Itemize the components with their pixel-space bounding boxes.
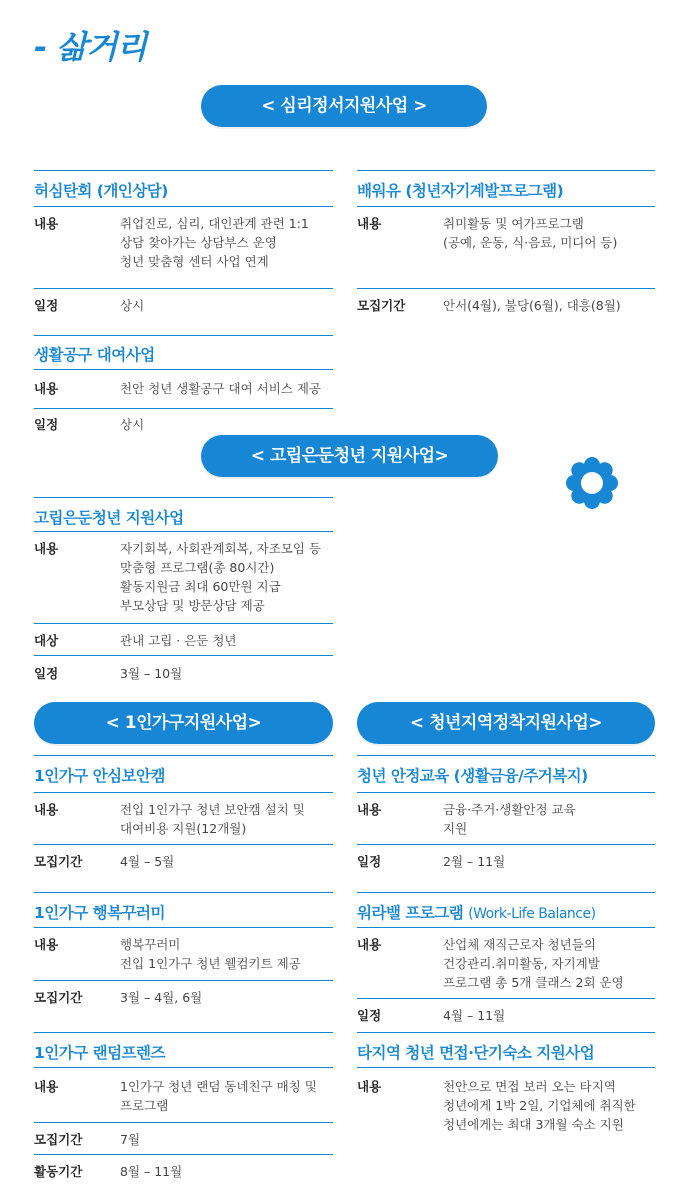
content-label: 내용 [357,937,382,952]
content-value: 1인가구 청년 랜덤 동네친구 매칭 및 프로그램 [120,1079,317,1113]
period-value: 3월 – 4월, 6월 [120,990,203,1005]
schedule-label: 일정 [357,854,382,869]
period-label: 모집기간 [34,1132,83,1147]
period-label: 모집기간 [357,298,406,313]
page-title: - 삶거리 [34,28,147,66]
header-isolated-youth: < 고립은둔청년 지원사업> [201,435,498,477]
content-value: 산업체 재직근로자 청년들의 건강관리.취미활동, 자기계발 프로그램 총 5개 클래스 2회 운영 [443,937,624,990]
schedule-label: 일정 [357,1008,382,1023]
section-title: 고립은둔청년 지원사업 [34,509,184,527]
period-value: 4월 – 5월 [120,854,175,869]
schedule-label: 일정 [34,666,59,681]
schedule-label: 일정 [34,417,59,432]
header-psych-support: < 심리정서지원사업 > [201,85,487,127]
section-counseling [34,170,333,340]
content-label: 내용 [34,541,59,556]
section-work-life-balance [357,892,655,1027]
section-title: 청년 안정교육 (생활금융/주거복지) [357,767,588,785]
period-value: 안서(4월), 불당(6월), 대흥(8월) [443,298,621,313]
content-value: 천안 청년 생활공구 대여 서비스 제공 [120,381,321,396]
section-title: 워라밸 프로그램 (Work-Life Balance) [357,904,596,922]
content-value: 행복꾸러미 전입 1인가구 청년 웰컴키트 제공 [120,937,301,971]
schedule-label: 일정 [34,298,59,313]
content-label: 내용 [34,937,59,952]
content-label: 내용 [34,1079,59,1094]
section-title: 허심탄회 (개인상담) [34,182,168,200]
schedule-value: 3월 – 10월 [120,666,183,681]
section-self-development [357,170,655,330]
section-title: 생활공구 대여사업 [34,346,155,364]
content-label: 내용 [357,216,382,231]
content-value: 취업진로, 심리, 대인관계 관련 1:1 상담 찾아가는 상담부스 운영 청년 맞춤형 센터 사업 연계 [120,216,309,269]
content-label: 내용 [357,802,382,817]
schedule-value: 상시 [120,417,145,432]
content-value: 천안으로 면접 보러 오는 타지역 청년에게 1박 2일, 기업체에 취직한 청년에게는 최대 3개월 숙소 지원 [443,1079,636,1132]
period-label: 모집기간 [34,854,83,869]
content-value: 취미활동 및 여가프로그램 (공예, 운동, 식·음료, 미디어 등) [443,216,618,250]
schedule-value: 4월 – 11월 [443,1008,506,1023]
target-label: 대상 [34,633,59,648]
target-value: 관내 고립 · 은둔 청년 [120,633,237,648]
content-label: 내용 [34,216,59,231]
content-value: 금융·주거·생활안정 교육 지원 [443,802,576,836]
header-single-household: < 1인가구지원사업> [34,702,333,744]
section-title: 1인가구 랜덤프렌즈 [34,1044,165,1062]
activity-value: 8월 – 11월 [120,1164,183,1179]
content-label: 내용 [34,802,59,817]
schedule-value: 2월 – 11월 [443,854,506,869]
activity-label: 활동기간 [34,1164,83,1179]
period-value: 7월 [120,1132,141,1147]
schedule-value: 상시 [120,298,145,313]
section-title: 배워유 (청년자기계발프로그램) [357,182,564,200]
header-regional-settlement: < 청년지역정착지원사업> [357,702,655,744]
section-tool-rental [34,335,333,435]
section-stability-education [357,755,655,875]
section-isolated-youth [34,497,333,687]
period-label: 모집기간 [34,990,83,1005]
section-random-friends [34,1032,333,1192]
content-value: 전입 1인가구 청년 보안캠 설치 및 대여비용 지원(12개월) [120,802,305,836]
section-title: 1인가구 행복꾸러미 [34,904,165,922]
section-title: 타지역 청년 면접·단기숙소 지원사업 [357,1044,595,1062]
flower-badge-icon [565,456,619,510]
section-safe-cam [34,755,333,875]
content-label: 내용 [357,1079,382,1094]
content-value: 자기회복, 사회관계회복, 자조모임 등 맞춤형 프로그램(총 80시간) 활동지원금 최대 60만원 지급 부모상담 및 방문상담 제공 [120,541,321,613]
section-happy-package [34,892,333,1017]
section-interview-lodging [357,1032,655,1152]
content-label: 내용 [34,381,59,396]
section-title: 1인가구 안심보안캠 [34,767,165,785]
